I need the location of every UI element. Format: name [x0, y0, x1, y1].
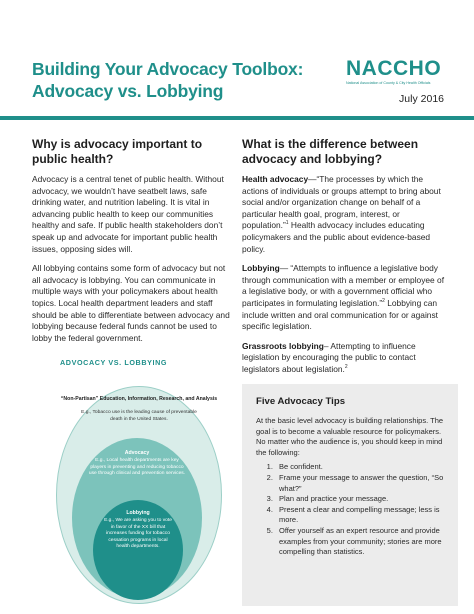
document-title	[32, 58, 304, 102]
tip-item: 1. Be confident.	[275, 462, 444, 473]
advocacy-lobbying-diagram	[56, 386, 220, 602]
advocacy-more-text: Health advocacy includes educating policymakers and the public about evidence-based policy.	[242, 220, 431, 254]
header-divider	[0, 116, 474, 120]
right-column	[242, 137, 448, 384]
left-paragraph-1: Advocacy is a central tenet of public health. Without advocacy, we wouldn’t have seatbelt laws, safe drinking water, and nutrition labeling. It is vital in advancing public health to keep our communities healthy and safe. If public health stakeholders don’t speak up and advocate for important public health issues, opposing sides will.	[32, 174, 224, 254]
tips-heading: Five Advocacy Tips	[256, 396, 346, 407]
grassroots-ref: 2	[344, 364, 348, 371]
middle-circle-desc: E.g., Local health departments are key players in preventing and reducing tobacco use through clinical and prevention services.	[88, 458, 186, 477]
grassroots-term: Grassroots lobbying	[242, 340, 324, 351]
tip-item: 5. Offer yourself as an expert resource and provide examples from your community; stories are more compelling than statistics.	[275, 526, 444, 558]
tip-item: 2. Frame your message to answer the question, “So what?”	[275, 473, 444, 494]
grassroots-def-text: – Attempting to influence legislation by encouraging the public to contact legislators about legislation.	[242, 340, 416, 374]
tip-item: 3. Plan and practice your message.	[275, 494, 444, 505]
naccho-logo	[346, 58, 444, 86]
diagram-section-label: ADVOCACY VS. LOBBYING	[60, 358, 168, 367]
logo-subtitle: National Association of County & City Health Officials	[346, 81, 431, 85]
logo-wordmark: NACCHO	[346, 57, 442, 80]
middle-circle-title: Advocacy	[124, 450, 150, 456]
inner-circle-lobbying	[93, 500, 183, 600]
lobbying-more-text: Lobbying can include written and oral communication for or against specific legislation.	[242, 297, 438, 332]
inner-circle-title: Lobbying	[126, 510, 150, 516]
advocacy-term: Health advocacy	[242, 174, 309, 184]
publication-date: July 2016	[399, 93, 444, 105]
left-column	[32, 137, 235, 352]
tips-intro: At the basic level advocacy is building relationships. The goal is to become a valuable resource for policymakers. No matter who the audience is, you should keep in mind the following:	[256, 416, 444, 457]
lobbying-def-text: — “Attempts to influence a legislative body through communication with a member or employee of a legislative body, or with a government official who participates in formulating legislation.”	[242, 263, 445, 308]
advocacy-ref: 1	[285, 220, 289, 227]
left-heading: Why is advocacy important to public health?	[32, 137, 203, 166]
lobbying-definition	[242, 263, 448, 333]
lobbying-term: Lobbying	[242, 263, 280, 274]
grassroots-definition	[242, 341, 448, 376]
advocacy-definition	[242, 174, 448, 255]
lobbying-ref: 2	[382, 298, 385, 305]
title-line-1: Building Your Advocacy Toolbox:	[32, 59, 304, 79]
inner-circle-desc: E.g., We are asking you to vote in favor of the XX bill that increases funding for tobacco cessation programs in local health departments.	[104, 518, 172, 550]
title-line-2: Advocacy vs. Lobbying	[32, 81, 224, 101]
tip-item: 4. Present a clear and compelling message; less is more.	[275, 505, 444, 526]
outer-circle-title: “Non-Partisan” Education, Information, Research, and Analysis	[60, 396, 218, 402]
tips-list	[256, 462, 444, 557]
left-paragraph-2: All lobbying contains some form of advocacy but not all advocacy is lobbying. You can communicate in multiple ways with your policymakers about health topics. Local health department leaders and staff should be able to differentiate between advocacy and lobbying because federal funds cannot be used to lobby the federal government.	[32, 263, 230, 343]
outer-circle-desc: E.g., Tobacco use is the leading cause of preventable death in the United States.	[81, 410, 197, 422]
right-heading: What is the difference between advocacy and lobbying?	[242, 137, 419, 166]
advocacy-tips-box	[242, 384, 458, 606]
advocacy-def-text: —“The processes by which the actions of individuals or groups attempt to bring about social and/or organization change on behalf of a particular health goal, program, interest, or population.”	[242, 174, 441, 231]
